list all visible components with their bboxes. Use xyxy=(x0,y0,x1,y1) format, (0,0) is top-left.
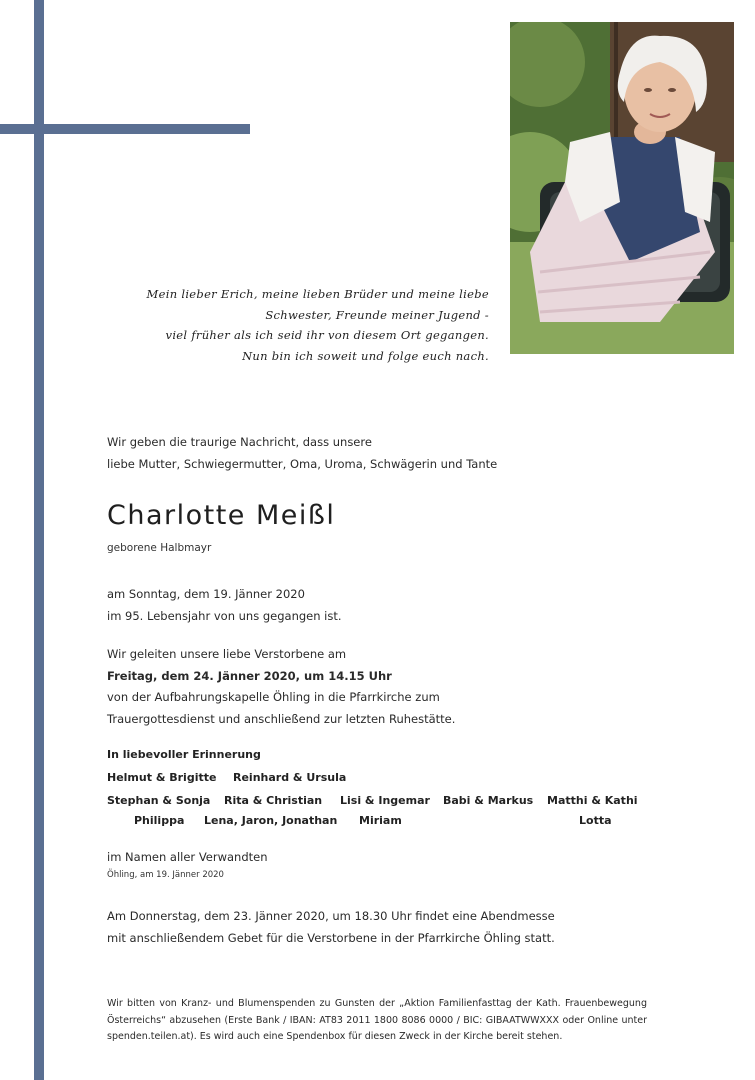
donation-note: Wir bitten von Kranz- und Blumenspenden zu Gunsten der „Aktion Familienfasttag der Kath. Frauenbewegung Österreichs“ abzusehen (Erste Bank / IBAN: AT83 2011 1800 8086 0000 / BIC: GIBAATWWXXX oder Online unter spenden.teilen.at). Es wird auch eine Spendenbox für diesen Zweck in der Kirche bereit stehen. xyxy=(107,998,647,1042)
family-row-children xyxy=(107,771,727,794)
death-age-line: im 95. Lebensjahr von uns gegangen ist. xyxy=(107,608,342,623)
intro-line: liebe Mutter, Schwiegermutter, Oma, Uroma, Schwägerin und Tante xyxy=(107,456,498,471)
family-member: Philippa xyxy=(134,814,185,827)
announcement-intro xyxy=(107,432,727,475)
funeral-details xyxy=(107,644,727,730)
mass-line: Am Donnerstag, dem 23. Jänner 2020, um 18.30 Uhr findet eine Abendmesse xyxy=(107,909,555,923)
family-row-grandchildren xyxy=(107,794,727,817)
birth-name: geborene Halbmayr xyxy=(107,542,212,554)
funeral-line: Trauergottesdienst und anschließend zur letzten Ruhestätte. xyxy=(107,711,456,726)
mass-line: mit anschließendem Gebet für die Verstorbene in der Pfarrkirche Öhling statt. xyxy=(107,930,555,945)
funeral-date: Freitag, dem 24. Jänner 2020, um 14.15 Uhr xyxy=(107,668,392,683)
funeral-line: Wir geleiten unsere liebe Verstorbene am xyxy=(107,647,347,661)
family-member: Matthi & Kathi xyxy=(547,794,638,807)
cross-horizontal-bar xyxy=(0,124,250,134)
family-member: Babi & Markus xyxy=(443,794,534,807)
signoff: im Namen aller Verwandten xyxy=(107,850,268,864)
family-row-great-grandchildren xyxy=(107,814,727,840)
family-heading: In liebevoller Erinnerung xyxy=(107,748,261,761)
deceased-name: Charlotte Meißl xyxy=(107,500,336,531)
death-notice xyxy=(107,584,727,627)
evening-mass-notice xyxy=(107,906,727,949)
family-member: Miriam xyxy=(359,814,402,827)
family-member: Rita & Christian xyxy=(224,794,323,807)
portrait-photo xyxy=(510,22,734,354)
memorial-verse xyxy=(109,284,489,366)
family-member: Lotta xyxy=(579,814,612,827)
cross-vertical-bar xyxy=(34,0,44,1080)
family-member: Lisi & Ingemar xyxy=(340,794,430,807)
family-member: Lena, Jaron, Jonathan xyxy=(204,814,338,827)
intro-line: Wir geben die traurige Nachricht, dass unsere xyxy=(107,435,372,449)
family-heading-row xyxy=(107,748,727,771)
family-member: Helmut & Brigitte xyxy=(107,771,217,784)
verse-line: viel früher als ich seid ihr von diesem Ort gegangen. xyxy=(165,328,489,342)
verse-line: Nun bin ich soweit und folge euch nach. xyxy=(242,348,489,363)
family-member: Reinhard & Ursula xyxy=(233,771,347,784)
death-date-line: am Sonntag, dem 19. Jänner 2020 xyxy=(107,587,305,601)
verse-line: Mein lieber Erich, meine lieben Brüder und meine liebe xyxy=(146,287,489,301)
family-list xyxy=(107,748,727,840)
verse-line: Schwester, Freunde meiner Jugend - xyxy=(265,307,489,322)
family-member: Stephan & Sonja xyxy=(107,794,211,807)
signoff-place-date: Öhling, am 19. Jänner 2020 xyxy=(107,870,224,880)
funeral-line: von der Aufbahrungskapelle Öhling in die Pfarrkirche zum xyxy=(107,690,440,704)
